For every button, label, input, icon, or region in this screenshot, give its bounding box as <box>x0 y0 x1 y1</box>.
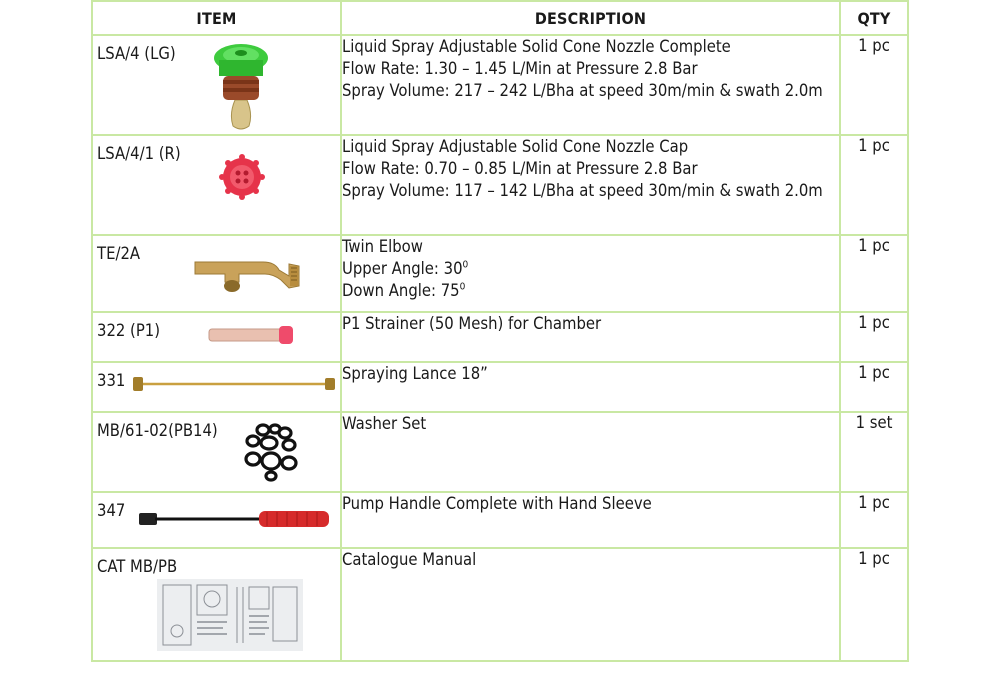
description-cell <box>341 135 840 235</box>
table-row <box>92 412 908 492</box>
pump-handle-icon <box>137 507 333 531</box>
table-row <box>92 235 908 312</box>
qty-cell: 1 pc <box>840 135 908 235</box>
description-line: Spray Volume: 117 – 142 L/Bha at speed 30m/min & swath 2.0m <box>342 181 823 200</box>
description-line: Washer Set <box>342 414 427 433</box>
item-code: 331 <box>97 371 126 390</box>
item-code: CAT MB/PB <box>97 557 178 576</box>
qty-cell: 1 pc <box>840 362 908 412</box>
header-item: ITEM <box>92 1 341 35</box>
catalogue-manual-icon <box>157 579 303 651</box>
description-cell <box>341 548 840 661</box>
item-cell <box>92 412 341 492</box>
table-row <box>92 492 908 548</box>
description-line: Flow Rate: 1.30 – 1.45 L/Min at Pressure 2.8 Bar <box>342 59 698 78</box>
description-line: Spraying Lance 18” <box>342 364 488 383</box>
item-code: LSA/4/1 (R) <box>97 144 181 163</box>
item-cell <box>92 362 341 412</box>
description-cell <box>341 312 840 362</box>
description-line: Catalogue Manual <box>342 550 477 569</box>
item-code: MB/61-02(PB14) <box>97 421 218 440</box>
item-cell <box>92 492 341 548</box>
description-line: Twin Elbow <box>342 237 423 256</box>
description-cell <box>341 35 840 135</box>
qty-cell: 1 pc <box>840 35 908 135</box>
table-row <box>92 548 908 661</box>
washer-set-icon <box>241 421 303 483</box>
qty-cell: 1 pc <box>840 548 908 661</box>
degree-mark: 0 <box>459 281 466 293</box>
item-cell <box>92 235 341 312</box>
description-line: Down Angle: $75^0$ <box>342 281 466 300</box>
description-line: Liquid Spray Adjustable Solid Cone Nozzle Complete <box>342 37 731 56</box>
description-line: P1 Strainer (50 Mesh) for Chamber <box>342 314 602 333</box>
header-row <box>92 1 908 35</box>
item-cell <box>92 312 341 362</box>
header-description: DESCRIPTION <box>341 1 840 35</box>
item-cell <box>92 135 341 235</box>
strainer-icon <box>207 325 295 345</box>
qty-cell: 1 pc <box>840 492 908 548</box>
header-qty: QTY <box>840 1 908 35</box>
degree-mark: 0 <box>462 259 469 271</box>
table-row <box>92 35 908 135</box>
table-row <box>92 312 908 362</box>
description-line: Spray Volume: 217 – 242 L/Bha at speed 30m/min & swath 2.0m <box>342 81 823 100</box>
description-line: Pump Handle Complete with Hand Sleeve <box>342 494 652 513</box>
table-row <box>92 135 908 235</box>
description-line: Liquid Spray Adjustable Solid Cone Nozzle Cap <box>342 137 689 156</box>
qty-cell: 1 pc <box>840 235 908 312</box>
twin-elbow-icon <box>193 252 303 294</box>
solid-cone-nozzle-icon <box>211 42 271 132</box>
description-line: Upper Angle: $30^0$ <box>342 259 469 278</box>
description-line: Flow Rate: 0.70 – 0.85 L/Min at Pressure 2.8 Bar <box>342 159 698 178</box>
description-cell <box>341 235 840 312</box>
description-cell <box>341 412 840 492</box>
item-cell <box>92 548 341 661</box>
table-row <box>92 362 908 412</box>
spraying-lance-icon <box>131 373 337 395</box>
item-code: LSA/4 (LG) <box>97 44 176 63</box>
item-cell <box>92 35 341 135</box>
nozzle-cap-icon <box>217 154 267 200</box>
qty-cell: 1 set <box>840 412 908 492</box>
qty-cell: 1 pc <box>840 312 908 362</box>
description-cell <box>341 362 840 412</box>
description-cell <box>341 492 840 548</box>
item-code: TE/2A <box>97 244 141 263</box>
item-code: 347 <box>97 501 126 520</box>
item-code: 322 (P1) <box>97 321 161 340</box>
parts-table <box>91 0 909 662</box>
